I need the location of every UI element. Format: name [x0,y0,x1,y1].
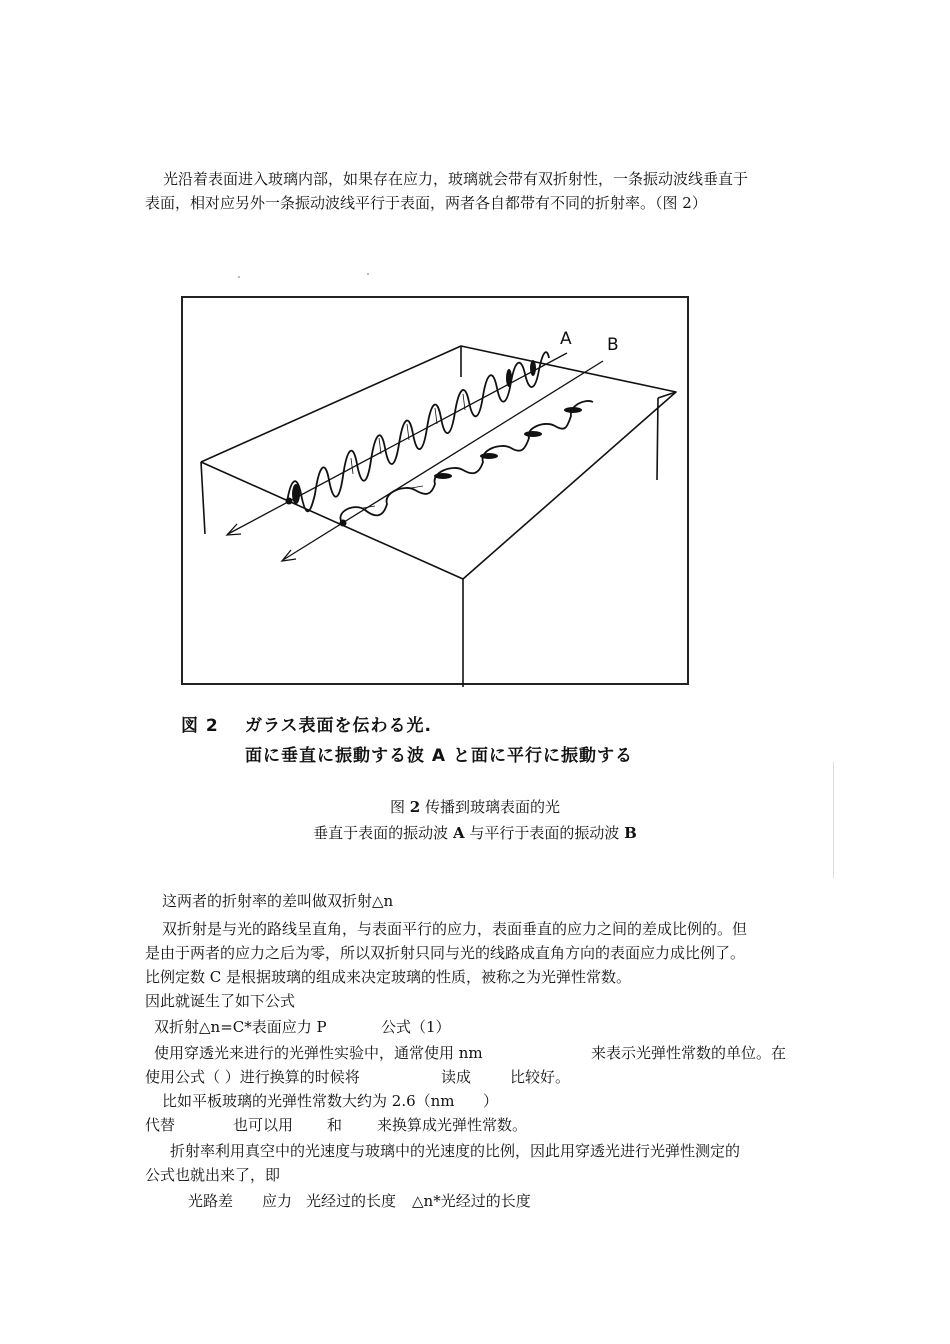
body-p7-line-1: 折射率利用真空中的光速度与玻璃中的光速度的比例，因此用穿透光进行光弹性测定的 [170,1142,741,1160]
caption-prefix: 图 [389,798,405,816]
body-p3: 因此就诞生了如下公式 [145,992,296,1010]
entry-point-b [340,520,347,527]
jp-caption-line-2: 面に垂直に振動する波 A と面に平行に振動する [245,746,633,766]
axis-line-b [283,361,603,560]
wave-a-lobe [292,484,300,504]
body-p4-line-1a: 使用穿透光来进行的光弹性实验中，通常使用 nm [154,1044,483,1062]
wave-a-lobe [530,360,536,376]
axis-line-a [228,353,567,534]
caption-wave-a-label: A [452,824,465,842]
formula-2-optical-path: 光路差 [188,1192,234,1210]
hatch-mark [411,486,423,488]
label-b: B [607,335,619,355]
intro-line-2: 表面，相对应另外一条振动波线平行于表面，两者各自都带有不同的折射率。（图 2） [145,194,707,212]
body-p7-line-2: 公式也就出来了，即 [145,1166,281,1184]
hatch-mark [435,408,437,424]
formula-1: 双折射△n=C*表面应力 P [154,1018,327,1036]
wave-b-lobe [524,431,542,437]
arrowhead-b [282,550,296,561]
hatch-mark [379,438,381,454]
caption-wave-b-text: 与平行于表面的振动波 [469,824,620,842]
caption-wave-b-label: B [624,824,637,842]
body-p2-line-3: 比例定数 C 是根据玻璃的组成来决定玻璃的性质，被称之为光弹性常数。 [145,968,632,986]
body-p5-end: ） [483,1092,499,1110]
body-p2-line-1: 双折射是与光的路线呈直角，与表面平行的应力，表面垂直的应力之间的差成比例的。但 [162,920,748,938]
body-p4-line-2c: 比较好。 [510,1068,571,1086]
body-birefringence-def: 这两者的折射率的差叫做双折射△n [162,892,394,910]
wave-b-lobe [564,407,582,413]
formula-2-result: △n*光经过的长度 [412,1192,531,1210]
wave-b-lobe [434,473,452,479]
caption-wave-a-text: 垂直于表面的振动波 [313,824,449,842]
body-p6-b: 也可以用 [233,1116,294,1134]
caption-figure-number: 2 [409,798,421,816]
intro-line-1: 光沿着表面进入玻璃内部，如果存在应力，玻璃就会带有双折射性，一条振动波线垂直于 [163,170,749,188]
body-p6-d: 来换算成光弹性常数。 [377,1116,528,1134]
figure-caption-line-1 [0,796,950,818]
formula-2-stress: 应力 [262,1192,293,1210]
body-p4-line-2a: 使用公式（ ）进行换算的时候将 [145,1068,360,1086]
hatch-mark [351,458,353,474]
body-p6-a: 代替 [145,1116,176,1134]
jp-caption-line-1: ガラス表面を伝わる光. [245,716,432,736]
body-p2-line-2: 是由于两者的应力之后为零，所以双折射只同与光的线路成直角方向的表面应力成比例了。 [145,944,746,962]
arrowhead-a [227,524,241,535]
glass-slab-wave-diagram [183,298,691,687]
body-p4-line-2b: 读成 [441,1068,472,1086]
scan-edge-line [833,762,834,878]
figure-caption-line-2 [0,822,950,844]
wave-b-horizontal [340,401,593,524]
entry-point-a [286,498,293,505]
formula-2-path-length: 光经过的长度 [306,1192,397,1210]
figure-2-glass-surface-light [181,296,689,685]
wave-b-lobe [480,453,498,459]
slab-top-edge [201,346,676,579]
caption-title: 传播到玻璃表面的光 [425,798,561,816]
slab-left-edge [201,462,205,534]
scan-speck [367,273,369,275]
scan-speck [238,276,240,278]
slab-right-edge [657,398,658,480]
wave-a-lobe [506,369,512,387]
formula-1-label: 公式（1） [381,1018,451,1036]
body-p5: 比如平板玻璃的光弹性常数大约为 2.6（nm [162,1092,455,1110]
body-p4-line-1b: 来表示光弹性常数的单位。在 [591,1044,787,1062]
body-p6-c: 和 [327,1116,343,1134]
label-a: A [560,329,572,349]
jp-caption-figure-number: 図 2 [181,716,219,736]
